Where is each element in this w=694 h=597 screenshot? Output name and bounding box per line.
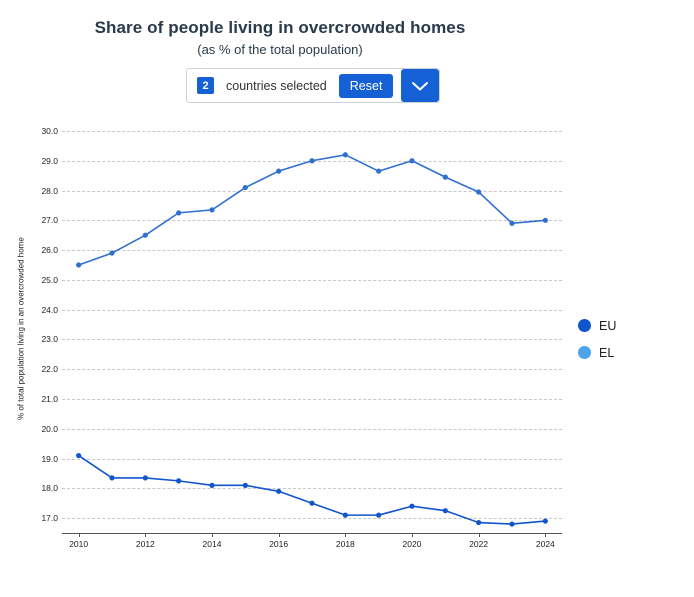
x-axis-tick-label: 2022 [469, 539, 489, 549]
data-point[interactable] [209, 207, 214, 212]
page-title: Share of people living in overcrowded homes [94, 18, 466, 37]
x-axis-tick [279, 533, 280, 537]
x-axis-tick [345, 533, 346, 537]
data-point[interactable] [543, 518, 548, 523]
selected-count-badge: 2 [197, 77, 214, 94]
x-axis-tick [479, 533, 480, 537]
data-point[interactable] [409, 504, 414, 509]
y-axis-tick-label: 22.0 [41, 364, 58, 375]
x-axis-tick [212, 533, 213, 537]
x-axis-tick-label: 2010 [69, 539, 89, 549]
data-point[interactable] [476, 189, 481, 194]
chevron-down-icon[interactable] [401, 69, 439, 102]
data-point[interactable] [176, 210, 181, 215]
data-point[interactable] [443, 508, 448, 513]
series-lines [62, 125, 562, 533]
x-axis-tick-label: 2024 [535, 539, 555, 549]
country-selector[interactable] [186, 68, 440, 103]
data-point[interactable] [309, 501, 314, 506]
data-point[interactable] [509, 521, 514, 526]
x-axis-tick-label: 2020 [402, 539, 422, 549]
x-axis-tick-label: 2014 [202, 539, 222, 549]
x-axis-tick [79, 533, 80, 537]
y-axis-tick-label: 30.0 [41, 125, 58, 136]
y-axis-tick-label: 25.0 [41, 274, 58, 285]
y-axis-tick-label: 29.0 [41, 155, 58, 166]
legend-color-swatch [578, 346, 591, 359]
data-point[interactable] [476, 520, 481, 525]
page-subtitle: (as % of the total population) [197, 42, 363, 57]
data-point[interactable] [209, 483, 214, 488]
legend-item-el[interactable] [578, 339, 668, 366]
data-point[interactable] [509, 221, 514, 226]
data-point[interactable] [443, 175, 448, 180]
series-line [79, 155, 546, 265]
y-axis-title: % of total population living in an overcrowded home [16, 237, 26, 421]
reset-button[interactable]: Reset [339, 74, 394, 98]
data-point[interactable] [143, 475, 148, 480]
y-axis-tick-label: 27.0 [41, 215, 58, 226]
x-axis-tick-label: 2012 [135, 539, 155, 549]
data-point[interactable] [309, 158, 314, 163]
legend-item-eu[interactable] [578, 312, 668, 339]
legend-color-swatch [578, 319, 591, 332]
data-point[interactable] [376, 169, 381, 174]
data-point[interactable] [143, 233, 148, 238]
x-axis-tick-label: 2018 [335, 539, 355, 549]
y-axis-tick-label: 26.0 [41, 245, 58, 256]
data-point[interactable] [76, 262, 81, 267]
legend [578, 312, 668, 366]
data-point[interactable] [109, 475, 114, 480]
data-point[interactable] [409, 158, 414, 163]
y-axis-tick-label: 23.0 [41, 334, 58, 345]
data-point[interactable] [543, 218, 548, 223]
y-axis-tick-label: 28.0 [41, 185, 58, 196]
plot-area [41, 125, 562, 549]
data-point[interactable] [343, 513, 348, 518]
y-axis-tick-label: 21.0 [41, 393, 58, 404]
y-axis-tick-label: 24.0 [41, 304, 58, 315]
data-point[interactable] [276, 489, 281, 494]
data-point[interactable] [109, 250, 114, 255]
x-axis-tick [412, 533, 413, 537]
y-axis-tick-label: 17.0 [41, 513, 58, 524]
legend-item-label: EL [599, 345, 615, 360]
data-point[interactable] [243, 185, 248, 190]
y-axis-tick-label: 18.0 [41, 483, 58, 494]
data-point[interactable] [343, 152, 348, 157]
selector-label: countries selected [226, 78, 327, 93]
legend-item-label: EU [599, 318, 617, 333]
x-axis-tick [145, 533, 146, 537]
x-axis-tick-label: 2016 [269, 539, 289, 549]
y-axis-tick-label: 19.0 [41, 453, 58, 464]
data-point[interactable] [176, 478, 181, 483]
data-point[interactable] [376, 513, 381, 518]
x-axis-tick [545, 533, 546, 537]
data-point[interactable] [276, 169, 281, 174]
series-line [79, 456, 546, 524]
data-point[interactable] [243, 483, 248, 488]
y-axis-tick-label: 20.0 [41, 423, 58, 434]
x-axis [62, 533, 562, 534]
data-point[interactable] [76, 453, 81, 458]
